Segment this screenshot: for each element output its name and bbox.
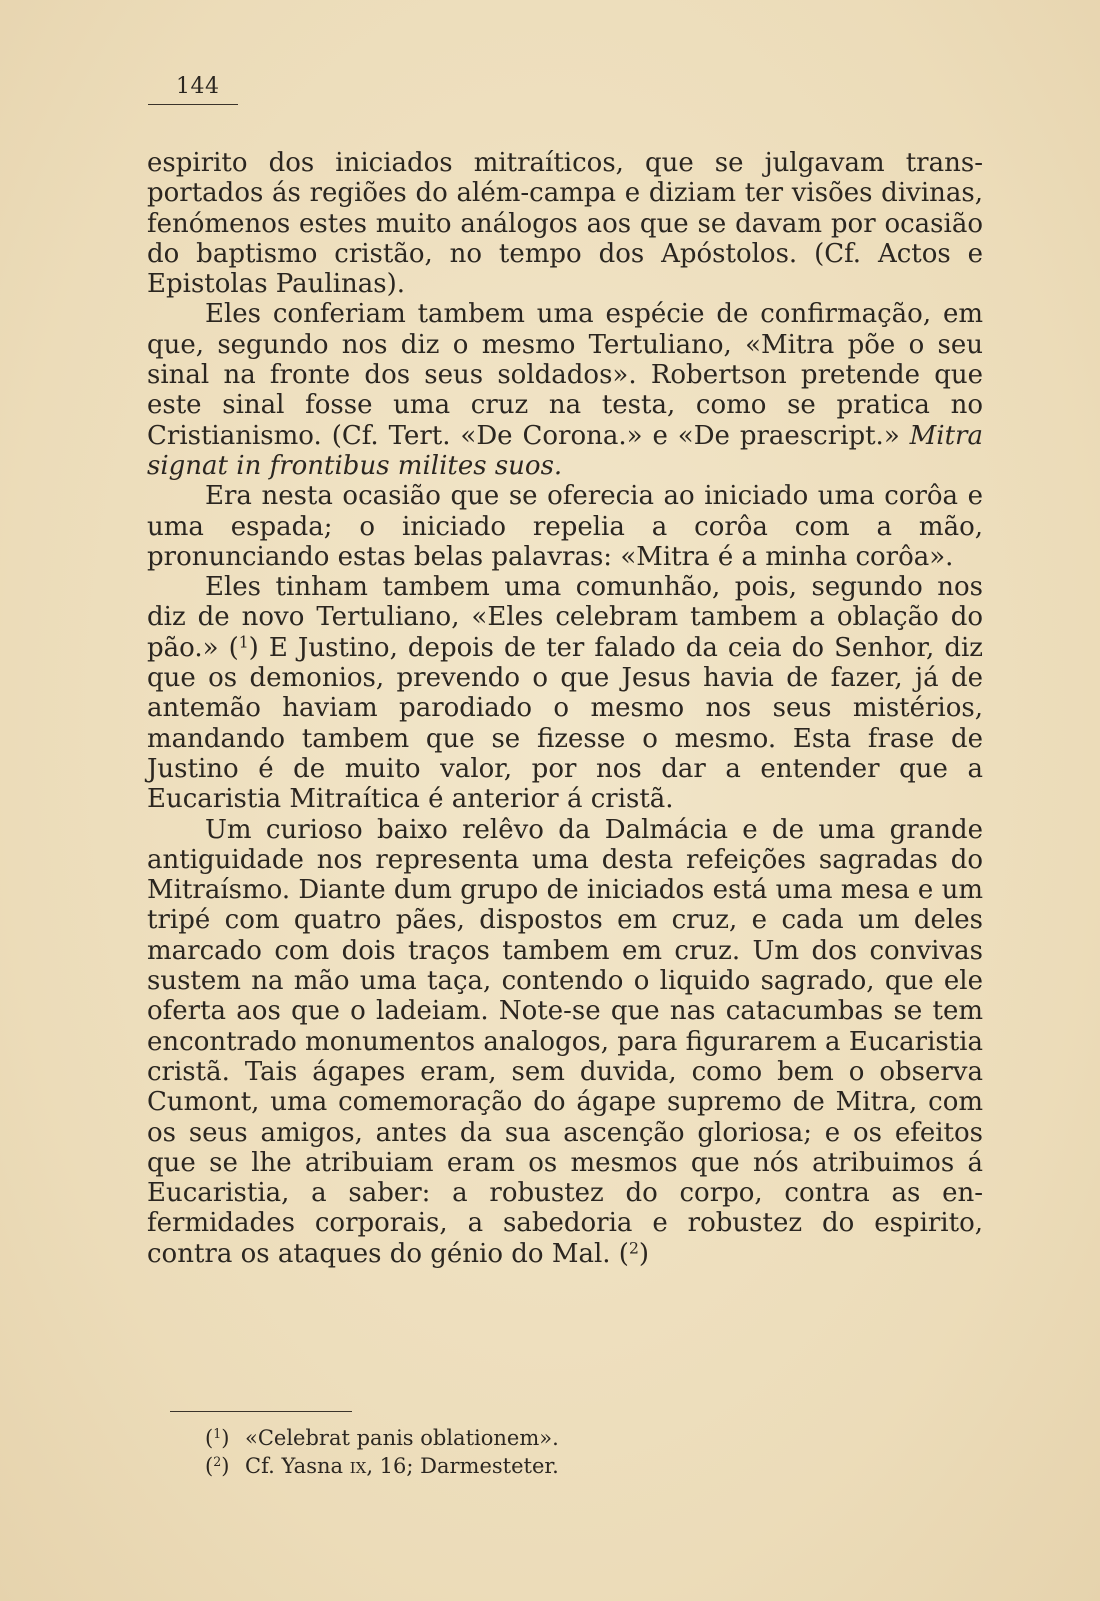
footnote-text: Cf. Yasna ix, 16; Darmesteter. [245, 1454, 559, 1478]
paragraph-5: Um curioso baixo relêvo da Dalmácia e de uma grande antiguidade nos representa uma desta refeições sagradas do Mitraísmo. Diante dum grupo de iniciados está uma mesa e um tripé com quatro pães, dispostos em cruz, e cada um deles marcado com dois traços tambem em cruz. Um dos convivas sustem na mão uma taça, contendo o liquido sagrado, que ele oferta aos que o ladeiam. Note-se que nas catacumbas se tem encontrado monumentos analogos, para figurarem a Eucaristia cristã. Tais ágapes eram, sem duvida, como bem o observa Cumont, uma comemoração do ágape supremo de Mitra, com os seus amigos, antes da sua ascenção gloriosa; e os efeitos que se lhe atribuiam eram os mesmos que nós atribuimos á Eucaristia, a saber: a robustez do corpo, contra as enfermidades corporais, a sabedoria e robustez do espirito, contra os ataques do génio do Mal. ($^2$) [147, 814, 983, 1269]
latin-quote: Mitra signat in frontibus milites suos. [147, 420, 983, 481]
paragraph-2: Eles conferiam tambem uma espécie de confirmação, em que, segundo nos diz o mesmo Tertuliano, «Mitra põe o seu sinal na fronte dos seus soldados». Robertson pretende que este sinal fosse uma cruz na testa, como se pratica no Cristianismo. (Cf. Tert. «De Corona.» e «De praescript.» Mitra signat in frontibus milites suos. [147, 299, 983, 481]
footnote-1 [205, 1424, 905, 1452]
footnote-mark: ($^1$) [205, 1426, 230, 1450]
footnote-ref-1: 1 [238, 633, 249, 652]
paragraph-3: Era nesta ocasião que se oferecia ao iniciado uma corôa e uma espada; o iniciado repelia a corôa com a mão, pronunciando estas belas palavras: «Mitra é a minha corôa». [147, 481, 983, 572]
footnote-text: «Celebrat panis oblationem». [245, 1426, 559, 1450]
footnote-ref-2: 2 [628, 1239, 639, 1258]
footnotes [205, 1424, 905, 1480]
footnote-rule [170, 1411, 352, 1412]
paragraph-1: espirito dos iniciados mitraíticos, que se julgavam transportados ás regiões do além-campa e diziam ter visões divinas, fenómenos estes muito análogos aos que se davam por ocasião do baptismo cristão, no tempo dos Apóstolos. (Cf. Actos e Epistolas Paulinas). [147, 148, 983, 300]
body-text [147, 148, 983, 1269]
paragraph-4: Eles tinham tambem uma comunhão, pois, segundo nos diz de novo Tertuliano, «Eles celebram tambem a oblação do pão.» ($^1$) E Justino, depois de ter falado da ceia do Senhor, diz que os demonios, prevendo o que Jesus havia de fazer, já de antemão haviam parodiado o mesmo nos seus mistérios, mandando tambem que se fizesse o mesmo. Esta frase de Justino é de muito valor, por nos dar a entender que a Eucaristia Mitraítica é anterior á cristã. [147, 572, 984, 815]
footnote-2 [205, 1452, 905, 1480]
page-number-rule [148, 104, 238, 105]
page-number: 144 [176, 74, 220, 99]
footnote-mark: ($^2$) [205, 1454, 230, 1478]
